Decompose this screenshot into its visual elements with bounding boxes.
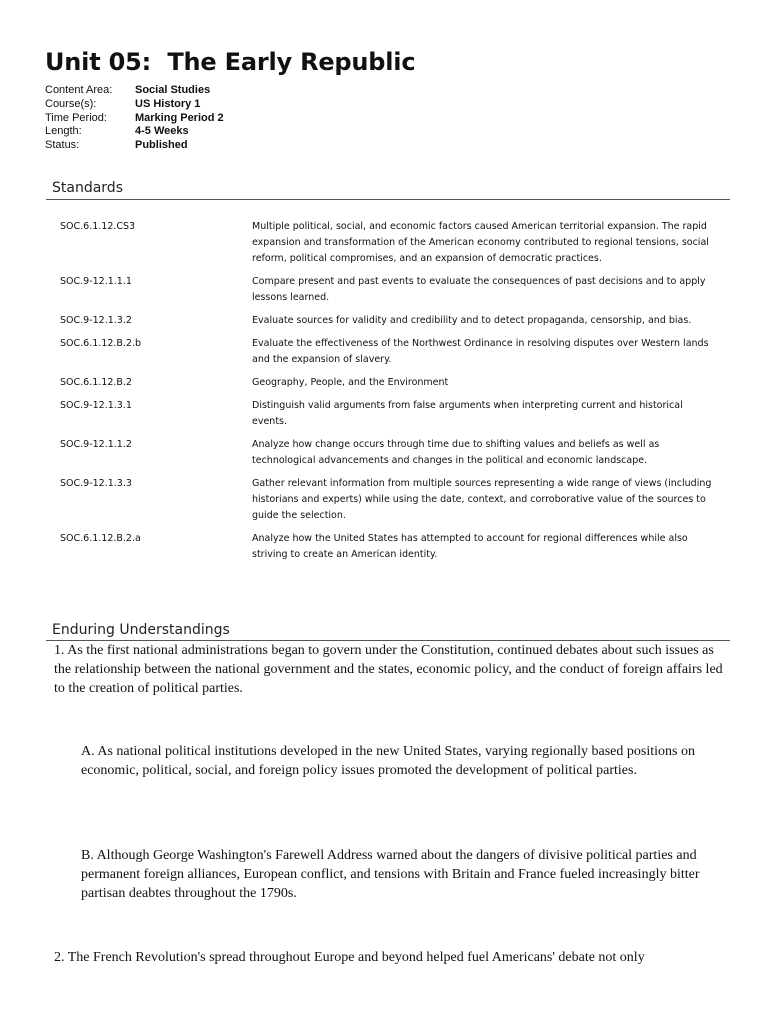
meta-status bbox=[45, 139, 224, 153]
meta-label: Status: bbox=[45, 139, 80, 152]
standard-row bbox=[60, 313, 720, 329]
standard-code: SOC.9-12.1.1.2 bbox=[60, 439, 132, 450]
standard-code: SOC.9-12.1.3.1 bbox=[60, 400, 132, 411]
standard-row bbox=[60, 336, 720, 368]
standard-code: SOC.9-12.1.1.1 bbox=[60, 276, 132, 287]
meta-label: Content Area: bbox=[45, 84, 113, 96]
meta-label: Course(s): bbox=[45, 97, 97, 110]
meta-value: Published bbox=[135, 139, 188, 152]
meta-value: US History 1 bbox=[135, 97, 201, 110]
standard-row bbox=[60, 219, 720, 267]
understanding-1b: B. Although George Washington's Farewell Address warned about the dangers of divisive political parties and permanent foreign alliances, European conflict, and tensions with Britain and France fueled increasingly bitter partisan deabtes throughout the 1790s. bbox=[81, 848, 700, 901]
standard-code: SOC.6.1.12.B.2.a bbox=[60, 533, 141, 544]
unit-metadata bbox=[45, 84, 224, 153]
meta-value: Social Studies bbox=[135, 84, 211, 96]
meta-content-area bbox=[45, 84, 224, 98]
meta-courses bbox=[45, 98, 224, 112]
meta-label: Time Period: bbox=[45, 111, 107, 124]
standard-description: Distinguish valid arguments from false arguments when interpreting current and historical events. bbox=[252, 400, 683, 427]
standard-description: Compare present and past events to evaluate the consequences of past decisions and to apply lessons learned. bbox=[252, 276, 706, 303]
standards-divider bbox=[46, 199, 730, 200]
standard-row bbox=[60, 476, 720, 524]
standard-row bbox=[60, 531, 720, 563]
enduring-understandings-heading: Enduring Understandings bbox=[52, 622, 230, 638]
meta-value: Marking Period 2 bbox=[135, 111, 224, 124]
standard-description: Geography, People, and the Environment bbox=[252, 377, 449, 388]
standard-code: SOC.6.1.12.B.2 bbox=[60, 377, 132, 388]
meta-label: Length: bbox=[45, 125, 82, 138]
standard-description: Evaluate sources for validity and credibility and to detect propaganda, censorship, and bias. bbox=[252, 315, 692, 326]
standard-code: SOC.6.1.12.CS3 bbox=[60, 221, 136, 232]
standard-code: SOC.9-12.1.3.2 bbox=[60, 315, 132, 326]
standard-description: Gather relevant information from multiple sources representing a wide range of views (including historians and experts) while using the date, context, and corroborative value of the sources to guide the selection. bbox=[252, 478, 712, 521]
standards-list bbox=[60, 219, 720, 570]
standard-description: Multiple political, social, and economic factors caused American territorial expansion. The rapid expansion and transformation of the American economy contributed to regional tensions, social reform, political compromises, and an expansion of democratic practices. bbox=[252, 221, 709, 264]
standards-heading: Standards bbox=[52, 180, 123, 196]
meta-length bbox=[45, 125, 224, 139]
standard-row bbox=[60, 375, 720, 391]
unit-title: Unit 05: The Early Republic bbox=[45, 48, 416, 76]
meta-time-period bbox=[45, 112, 224, 126]
standard-description: Analyze how the United States has attempted to account for regional differences while also striving to create an American identity. bbox=[252, 533, 688, 560]
understanding-2: 2. The French Revolution's spread throughout Europe and beyond helped fuel Americans' debate not only bbox=[54, 950, 645, 965]
standard-description: Evaluate the effectiveness of the Northwest Ordinance in resolving disputes over Western lands and the expansion of slavery. bbox=[252, 338, 709, 365]
understanding-1a: A. As national political institutions developed in the new United States, varying regionally based positions on economic, political, social, and foreign policy issues promoted the development of political parties. bbox=[81, 744, 695, 778]
standard-code: SOC.9-12.1.3.3 bbox=[60, 478, 132, 489]
understanding-1: 1. As the first national administrations began to govern under the Constitution, continued debates about such issues as the relationship between the national government and the states, economic policy, and the conduct of foreign affairs led to the creation of political parties. bbox=[54, 643, 723, 696]
standard-row bbox=[60, 274, 720, 306]
meta-value: 4-5 Weeks bbox=[135, 125, 189, 138]
standard-code: SOC.6.1.12.B.2.b bbox=[60, 338, 142, 349]
standard-row bbox=[60, 398, 720, 430]
standard-row bbox=[60, 437, 720, 469]
standard-description: Analyze how change occurs through time due to shifting values and beliefs as well as technological advancements and changes in the political and economic landscape. bbox=[252, 439, 660, 466]
